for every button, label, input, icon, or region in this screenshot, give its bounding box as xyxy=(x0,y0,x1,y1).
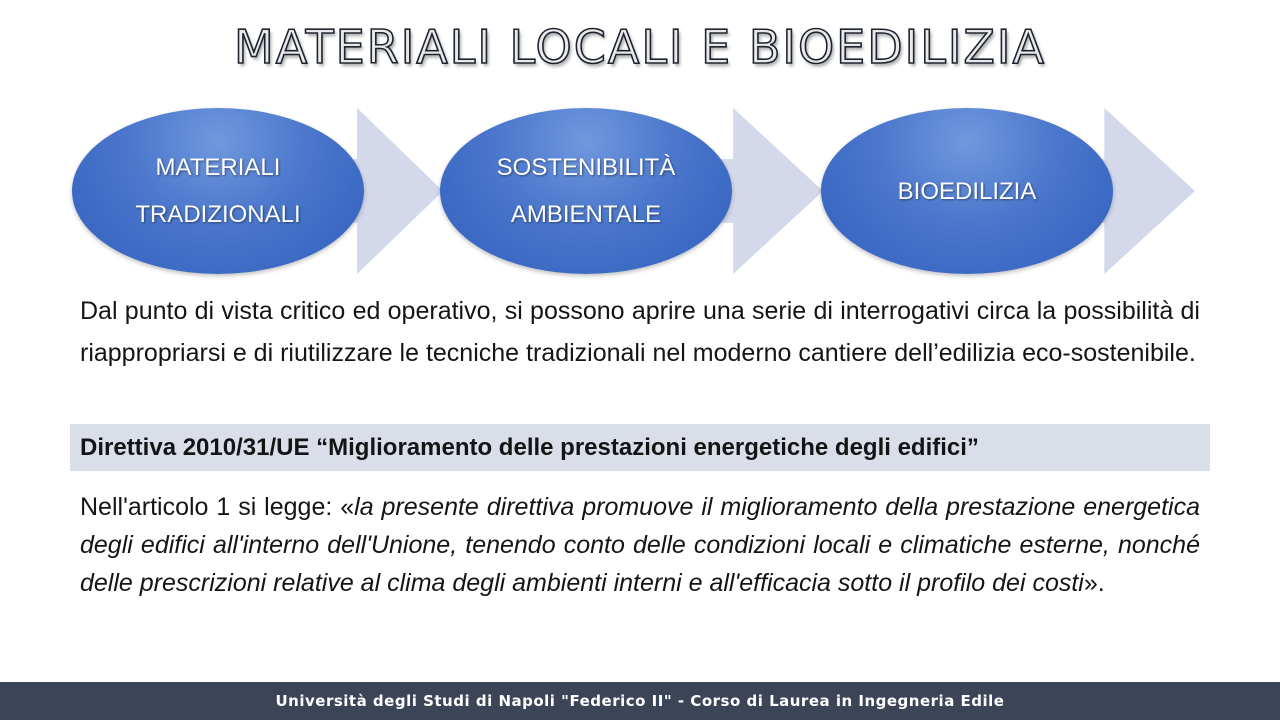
step-label-line1: BIOEDILIZIA xyxy=(897,177,1037,205)
slide-title: MATERIALI LOCALI E BIOEDILIZIA xyxy=(234,20,1046,74)
intro-paragraph: Dal punto di vista critico ed operativo, si possono aprire una serie di interrogativi circa la possibilità di riappropriarsi e di riutilizzare le tecniche tradizionali nel moderno cantiere dell’edilizia eco-sostenibile. xyxy=(80,297,1200,367)
step-label-line2: TRADIZIONALI xyxy=(135,201,301,228)
process-flow xyxy=(0,100,1280,280)
footer-bar xyxy=(0,682,1280,720)
step-oval-3 xyxy=(821,108,1113,274)
directive-heading: Direttiva 2010/31/UE “Miglioramento delle prestazioni energetiche degli edifici” xyxy=(70,424,1210,471)
article-quote: la presente direttiva promuove il miglioramento della prestazione energetica degli edifici all'interno dell'Unione, tenendo conto delle condizioni locali e climatiche esterne, nonché delle prescrizioni relative al clima degli ambienti interni e all'efficacia sotto il profilo dei costi xyxy=(80,493,1200,597)
step-oval-1 xyxy=(72,108,364,274)
article-lead: Nell'articolo 1 si legge: « xyxy=(80,493,355,521)
step-label-line1: MATERIALI xyxy=(155,154,281,181)
step-label-line1: SOSTENIBILITÀ xyxy=(496,154,676,181)
step-label-line2: AMBIENTALE xyxy=(510,201,662,228)
article-quote-paragraph xyxy=(80,488,1200,602)
article-tail: ». xyxy=(1083,569,1105,597)
step-oval-2 xyxy=(440,108,732,274)
footer-text: Università degli Studi di Napoli "Federico II" - Corso di Laurea in Ingegneria Edile xyxy=(275,692,1005,710)
